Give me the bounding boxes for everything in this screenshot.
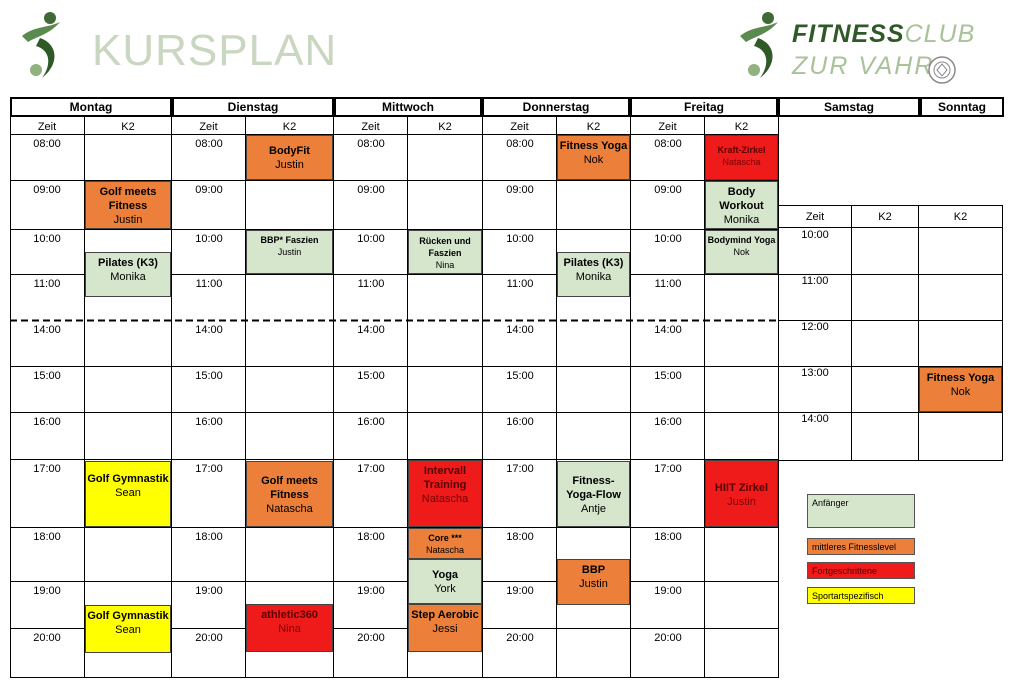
time-label: 20:00 — [357, 632, 385, 644]
legend-mittel: mittleres Fitnesslevel — [807, 538, 915, 555]
course-name: Pilates (K3) — [563, 257, 624, 269]
time-label: 08:00 — [195, 138, 223, 150]
day-header-montag: Montag — [10, 97, 172, 117]
course-trainer: Natascha — [266, 503, 313, 515]
course-fitness-yoga[interactable] — [557, 135, 630, 180]
time-label: 08:00 — [506, 138, 534, 150]
course-name: Body Workout — [719, 186, 764, 212]
col-k2-di: K2 — [282, 120, 297, 133]
course-trainer: Monika — [575, 271, 612, 283]
time-label: 20:00 — [195, 632, 223, 644]
course-intervall-training[interactable] — [408, 460, 482, 527]
course-golf-meets-fitness[interactable] — [246, 461, 333, 527]
course-trainer: Antje — [580, 503, 607, 515]
course-trainer: Monika — [110, 271, 146, 283]
time-label: 15:00 — [195, 370, 223, 382]
course-trainer: Jessi — [432, 623, 458, 635]
time-label: 17:00 — [33, 463, 61, 475]
course-name: Fitness Yoga — [559, 140, 628, 152]
course-trainer: Justin — [727, 496, 756, 508]
course-name: Step Aerobic — [411, 609, 479, 621]
time-label: 14:00 — [801, 413, 829, 425]
course-name: Bodymind Yoga — [707, 235, 776, 245]
course-trainer: Nok — [733, 247, 750, 257]
time-label: 14:00 — [33, 324, 61, 336]
course-trainer: Justin — [579, 578, 608, 590]
day-header-freitag: Freitag — [630, 97, 778, 117]
course-trainer: Monika — [723, 214, 760, 226]
time-label: 10:00 — [506, 233, 534, 245]
time-label: 11:00 — [195, 278, 223, 290]
course-trainer: Nina — [435, 260, 455, 270]
time-label: 14:00 — [195, 324, 223, 336]
course-step-aerobic[interactable] — [408, 604, 482, 652]
course-name: Rücken und Faszien — [419, 236, 471, 258]
course-trainer: York — [434, 583, 456, 595]
course-bbp[interactable] — [557, 559, 630, 605]
course-name: Yoga — [431, 569, 459, 581]
time-label: 17:00 — [654, 463, 682, 475]
course-kraft-zirkel[interactable] — [705, 135, 778, 180]
time-label: 20:00 — [506, 632, 534, 644]
time-label: 12:00 — [801, 321, 829, 333]
course-pilates[interactable] — [557, 252, 630, 297]
course-trainer: Natascha — [421, 493, 469, 505]
day-header-samstag: Samstag — [778, 97, 920, 117]
course-pilates[interactable] — [85, 252, 171, 297]
day-header-donnerstag: Donnerstag — [482, 97, 630, 117]
time-label: 19:00 — [33, 585, 61, 597]
course-trainer: Sean — [115, 624, 141, 636]
time-label: 18:00 — [33, 531, 61, 543]
course-name: Golf Gymnastik — [87, 473, 169, 485]
time-label: 11:00 — [654, 278, 682, 290]
col-zeit-sa: Zeit — [805, 211, 825, 223]
time-label: 15:00 — [506, 370, 534, 382]
course-trainer: Natascha — [722, 157, 761, 167]
time-label: 17:00 — [357, 463, 385, 475]
course-name: Fitness-Yoga-Flow — [566, 475, 621, 501]
time-label: 19:00 — [506, 585, 534, 597]
course-hiit-zirkel[interactable] — [705, 460, 778, 527]
course-name: Golf Gymnastik — [87, 610, 169, 622]
course-name: athletic360 — [261, 609, 318, 621]
course-body-workout[interactable] — [705, 181, 778, 229]
time-label: 14:00 — [654, 324, 682, 336]
col-zeit-mi: Zeit — [361, 120, 380, 133]
legend-anfaenger: Anfänger — [807, 494, 915, 528]
time-label: 10:00 — [801, 229, 829, 241]
course-trainer: Sean — [115, 487, 141, 499]
time-label: 20:00 — [33, 632, 61, 644]
time-label: 19:00 — [357, 585, 385, 597]
time-label: 19:00 — [195, 585, 223, 597]
time-label: 18:00 — [506, 531, 534, 543]
col-zeit-fr: Zeit — [658, 120, 677, 133]
course-athletic360[interactable] — [246, 604, 333, 652]
course-fitness-yoga-flow[interactable] — [557, 461, 630, 527]
brand-subtitle: ZUR VAHR — [792, 52, 935, 80]
time-label: 15:00 — [357, 370, 385, 382]
course-golf-meets-fitness[interactable] — [85, 181, 171, 229]
course-name: BodyFit — [269, 145, 310, 157]
course-golf-gymnastik[interactable] — [85, 605, 171, 653]
time-label: 20:00 — [654, 632, 682, 644]
time-label: 18:00 — [654, 531, 682, 543]
course-name: HIIT Zirkel — [714, 482, 769, 494]
time-label: 10:00 — [357, 233, 385, 245]
time-label: 17:00 — [195, 463, 223, 475]
course-name: BBP — [581, 564, 606, 576]
course-trainer: Natascha — [425, 545, 465, 555]
time-label: 08:00 — [33, 138, 61, 150]
time-label: 09:00 — [357, 184, 385, 196]
time-label: 16:00 — [357, 416, 385, 428]
course-golf-gymnastik[interactable] — [85, 461, 171, 527]
day-header-dienstag: Dienstag — [172, 97, 334, 117]
col-k2-sa: K2 — [878, 211, 892, 223]
course-trainer: Justin — [277, 247, 302, 257]
course-name: Golf meets Fitness — [99, 186, 157, 212]
col-k2-mo: K2 — [121, 120, 135, 133]
course-trainer: Nok — [583, 154, 604, 166]
course-trainer: Nok — [950, 386, 971, 398]
time-label: 15:00 — [33, 370, 61, 382]
time-label: 08:00 — [654, 138, 682, 150]
time-label: 11:00 — [801, 275, 829, 287]
page-title: KURSPLAN — [92, 26, 338, 75]
course-name: Golf meets Fitness — [261, 475, 318, 501]
course-name: BBP* Faszien — [260, 235, 319, 245]
legend-fortgeschritten: Fortgeschrittene — [807, 562, 915, 579]
col-zeit-di: Zeit — [199, 120, 218, 133]
time-label: 18:00 — [357, 531, 385, 543]
course-core[interactable] — [408, 528, 482, 559]
time-label: 09:00 — [195, 184, 223, 196]
col-k2-so: K2 — [953, 211, 968, 223]
course-yoga[interactable] — [408, 559, 482, 604]
col-zeit-mo: Zeit — [37, 120, 57, 133]
time-label: 19:00 — [654, 585, 682, 597]
course-ruecken-faszien[interactable] — [408, 230, 482, 274]
time-label: 16:00 — [33, 416, 61, 428]
course-bodymind-yoga[interactable] — [705, 230, 778, 274]
brand-name: FITNESSCLUB — [792, 20, 976, 48]
time-label: 17:00 — [506, 463, 534, 475]
col-zeit-do: Zeit — [510, 120, 529, 133]
legend-sportartspezifisch: Sportartspezifisch — [807, 587, 915, 604]
time-label: 15:00 — [654, 370, 682, 382]
course-name: Intervall Training — [423, 465, 467, 491]
time-label: 14:00 — [357, 324, 385, 336]
time-label: 11:00 — [357, 278, 385, 290]
time-label: 10:00 — [195, 233, 223, 245]
time-label: 09:00 — [654, 184, 682, 196]
time-label: 11:00 — [33, 278, 61, 290]
day-header-mittwoch: Mittwoch — [334, 97, 482, 117]
time-label: 08:00 — [357, 138, 385, 150]
time-label: 10:00 — [654, 233, 682, 245]
time-label: 11:00 — [506, 278, 534, 290]
course-name: Core *** — [428, 533, 462, 543]
time-label: 09:00 — [33, 184, 61, 196]
course-name: Kraft-Zirkel — [717, 145, 766, 155]
course-bodyfit[interactable] — [246, 135, 333, 180]
course-trainer: Justin — [275, 159, 304, 171]
course-trainer: Nina — [278, 623, 301, 635]
time-label: 14:00 — [506, 324, 534, 336]
time-label: 16:00 — [506, 416, 534, 428]
time-label: 13:00 — [801, 367, 829, 379]
col-k2-mi: K2 — [438, 120, 452, 133]
course-fitness-yoga[interactable] — [919, 367, 1002, 412]
course-bbp-faszien[interactable] — [246, 230, 333, 274]
col-k2-do: K2 — [586, 120, 601, 133]
time-label: 09:00 — [506, 184, 534, 196]
day-header-sonntag: Sonntag — [920, 97, 1004, 117]
time-label: 18:00 — [195, 531, 223, 543]
time-label: 16:00 — [195, 416, 223, 428]
time-label: 10:00 — [33, 233, 61, 245]
course-trainer: Justin — [113, 214, 143, 226]
course-name: Fitness Yoga — [926, 372, 995, 384]
course-name: Pilates (K3) — [98, 257, 158, 269]
time-label: 16:00 — [654, 416, 682, 428]
col-k2-fr: K2 — [734, 120, 749, 133]
